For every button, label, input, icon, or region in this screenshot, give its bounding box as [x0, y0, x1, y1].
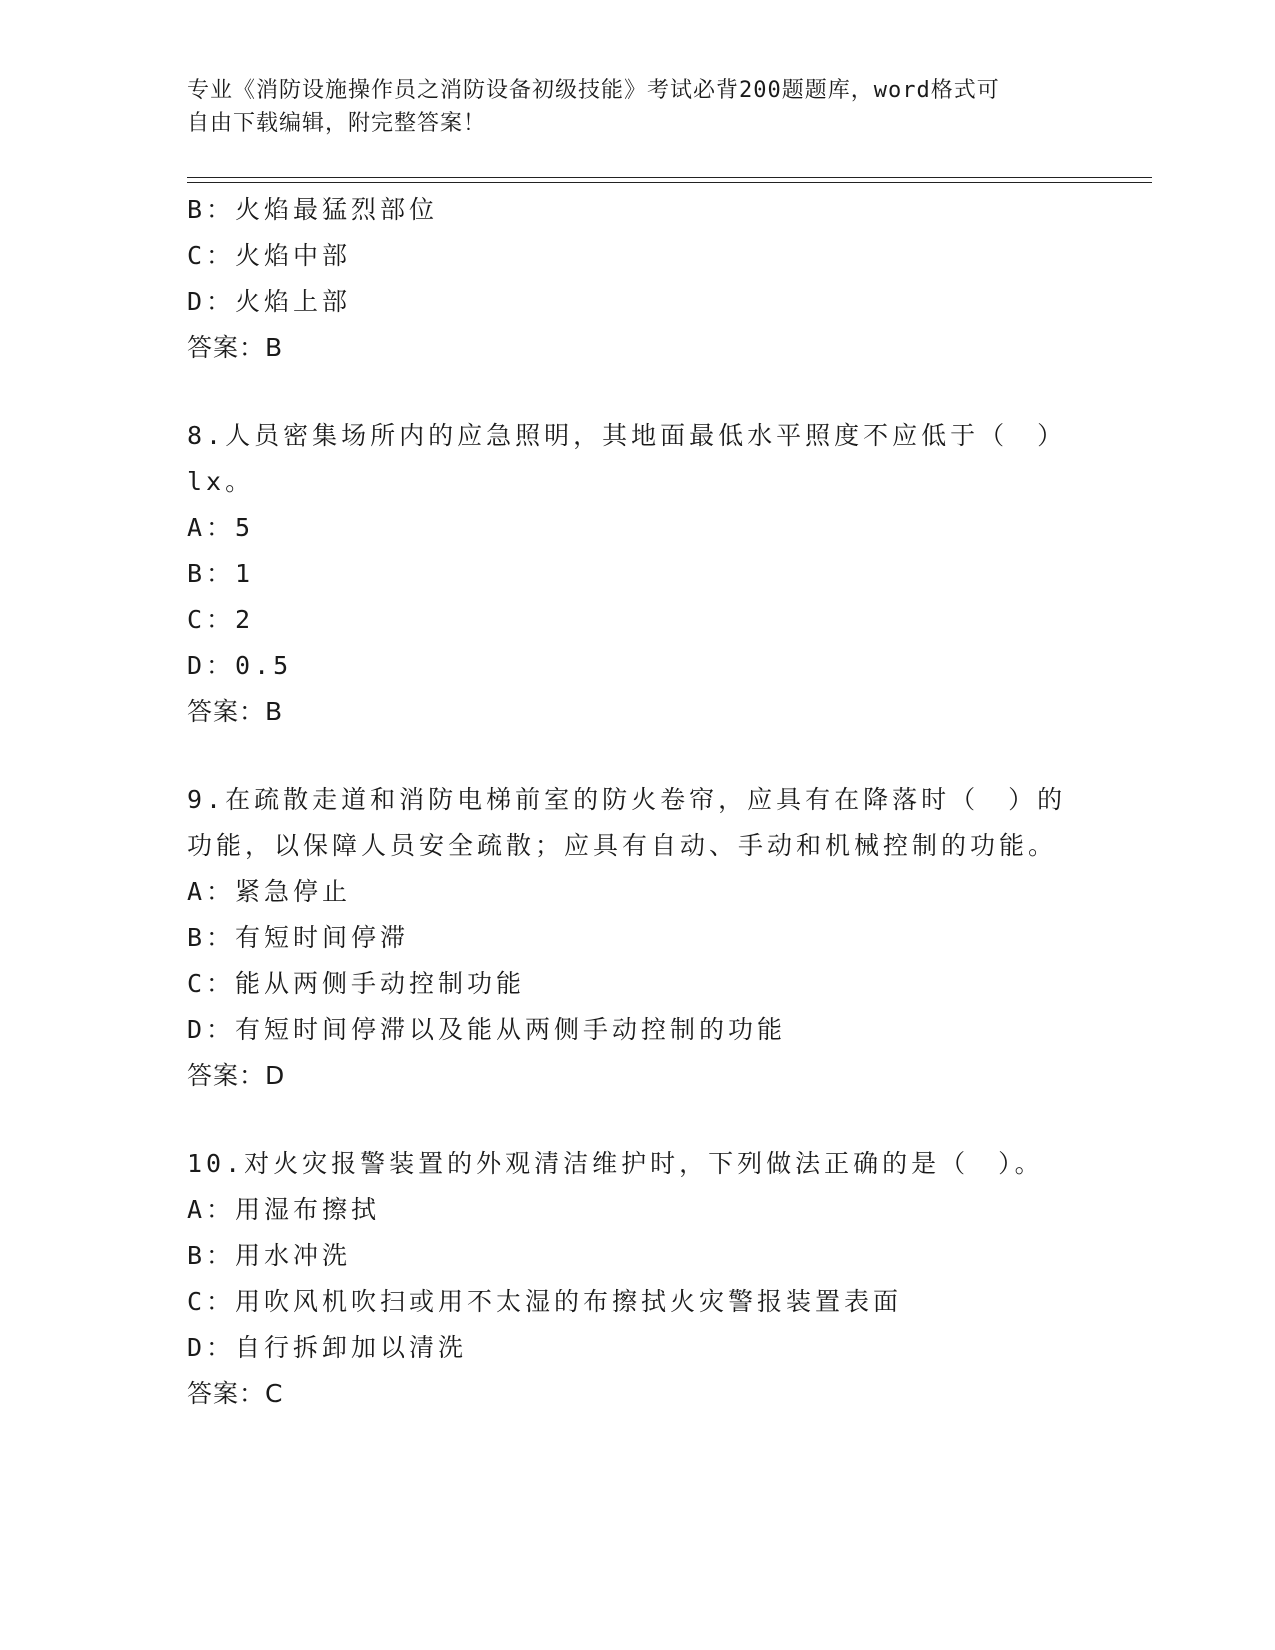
option-c: C：2 — [187, 605, 255, 634]
option-d: D：有短时间停滞以及能从两侧手动控制的功能 — [187, 1015, 787, 1044]
question-stem-line: 功能，以保障人员安全疏散；应具有自动、手动和机械控制的功能。 — [187, 831, 1058, 860]
answer: 答案：C — [187, 1379, 284, 1408]
question-stem-line: lx。 — [187, 467, 255, 496]
header-line-2: 自由下载编辑，附完整答案！ — [187, 111, 487, 136]
option-b: B：用水冲洗 — [187, 1241, 352, 1270]
question-7-tail — [187, 187, 1087, 371]
option-c: C：用吹风机吹扫或用不太湿的布擦拭火灾警报装置表面 — [187, 1287, 903, 1316]
option-b: B：火焰最猛烈部位 — [187, 195, 439, 224]
option-d: D：自行拆卸加以清洗 — [187, 1333, 468, 1362]
header-rule-top — [187, 177, 1152, 178]
answer: 答案：D — [187, 1061, 286, 1090]
option-d: D：火焰上部 — [187, 287, 352, 316]
option-a: A：5 — [187, 513, 255, 542]
question-10 — [187, 1141, 1087, 1417]
option-a: A：紧急停止 — [187, 877, 352, 906]
answer: 答案：B — [187, 333, 284, 362]
answer: 答案：B — [187, 697, 284, 726]
option-b: B：1 — [187, 559, 255, 588]
question-list — [187, 187, 1087, 1417]
question-9 — [187, 777, 1087, 1099]
option-b: B：有短时间停滞 — [187, 923, 410, 952]
question-8 — [187, 413, 1087, 735]
question-stem-line: 10.对火灾报警装置的外观清洁维护时，下列做法正确的是（ ）。 — [187, 1149, 1044, 1178]
option-d: D：0.5 — [187, 651, 293, 680]
header-rule-bottom — [187, 182, 1152, 183]
question-stem-line: 8.人员密集场所内的应急照明，其地面最低水平照度不应低于（ ） — [187, 421, 1067, 450]
option-c: C：能从两侧手动控制功能 — [187, 969, 526, 998]
option-a: A：用湿布擦拭 — [187, 1195, 381, 1224]
option-c: C：火焰中部 — [187, 241, 352, 270]
header-line-1: 专业《消防设施操作员之消防设备初级技能》考试必背200题题库，word格式可 — [187, 78, 1000, 103]
question-stem-line: 9.在疏散走道和消防电梯前室的防火卷帘，应具有在降落时（ ）的 — [187, 785, 1067, 814]
document-header — [187, 74, 1067, 140]
